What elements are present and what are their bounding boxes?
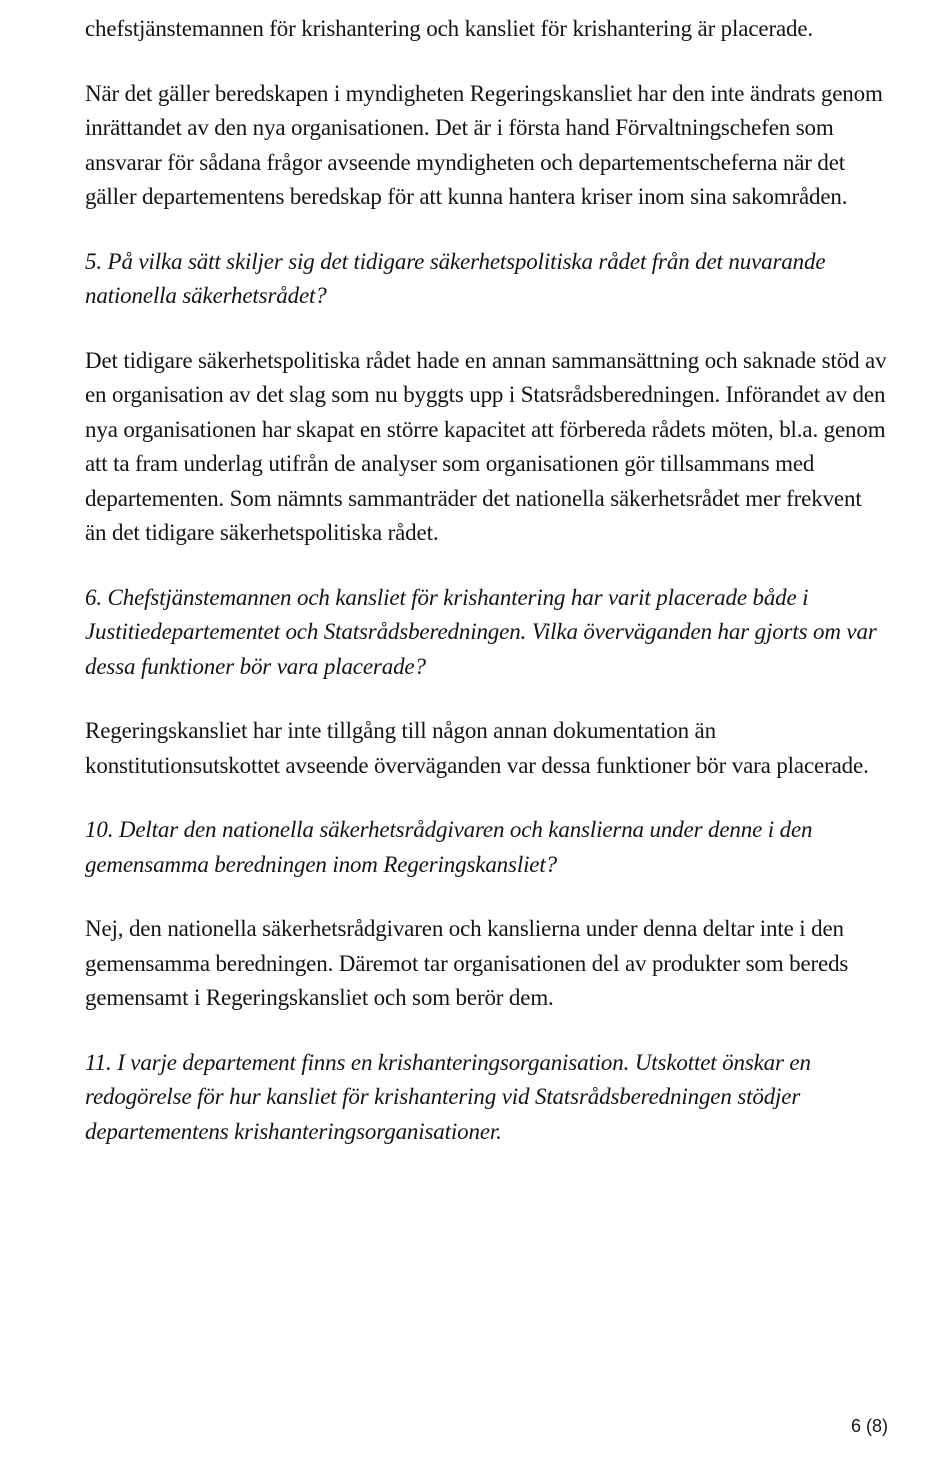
page-content: [85, 12, 887, 1179]
question-heading-10: 10. Deltar den nationella säkerhetsrådgivaren och kanslierna under denne i den gemensamma beredningen inom Regeringskansliet?: [85, 817, 813, 877]
question-heading-5: 5. På vilka sätt skiljer sig det tidigare säkerhetspolitiska rådet från det nuvarande nationella säkerhetsrådet?: [85, 248, 826, 308]
page-number: 6 (8): [850, 1416, 888, 1436]
paragraph-answer-6: Regeringskansliet har inte tillgång till någon annan dokumentation än konstitutionsutskottet avseende överväganden var dessa funktioner bör vara placerade.: [85, 718, 869, 778]
paragraph-answer-10: Nej, den nationella säkerhetsrådgivaren och kanslierna under denna deltar inte i den gemensamma beredningen. Däremot tar organisationen del av produkter som bereds gemensamt i Regeringskansliet och som berör dem.: [85, 916, 849, 1010]
paragraph-answer-5: Det tidigare säkerhetspolitiska rådet hade en annan sammansättning och saknade stöd av en organisation av det slag som nu byggts upp i Statsrådsberedningen. Införandet av den nya organisationen har skapat en större kapacitet att förbereda rådets möten, bl.a. genom att ta fram underlag utifrån de analyser som organisationen gör tillsammans med departementen. Som nämnts sammanträder det nationella säkerhetsrådet mer frekvent än det tidigare säkerhetspolitiska rådet.: [85, 347, 887, 545]
paragraph-beredskap: När det gäller beredskapen i myndigheten Regeringskansliet har den inte ändrats genom inrättandet av den nya organisationen. Det är i första hand Förvaltningschefen som ansvarar för sådana frågor avseende myndigheten och departementscheferna när det gäller departementens beredskap för att kunna hantera kriser inom sina sakområden.: [85, 80, 883, 209]
question-heading-11: 11. I varje departement finns en krishanteringsorganisation. Utskottet önskar en redogörelse för hur kansliet för krishantering vid Statsrådsberedningen stödjer departementens krishanteringsorganisationer.: [85, 1049, 811, 1144]
paragraph-continuation: chefstjänstemannen för krishantering och kansliet för krishantering är placerade.: [85, 16, 814, 41]
question-heading-6: 6. Chefstjänstemannen och kansliet för krishantering har varit placerade både i Justitiedepartementet och Statsrådsberedningen. Vilka överväganden har gjorts om var dessa funktioner bör vara placerade?: [85, 584, 877, 679]
